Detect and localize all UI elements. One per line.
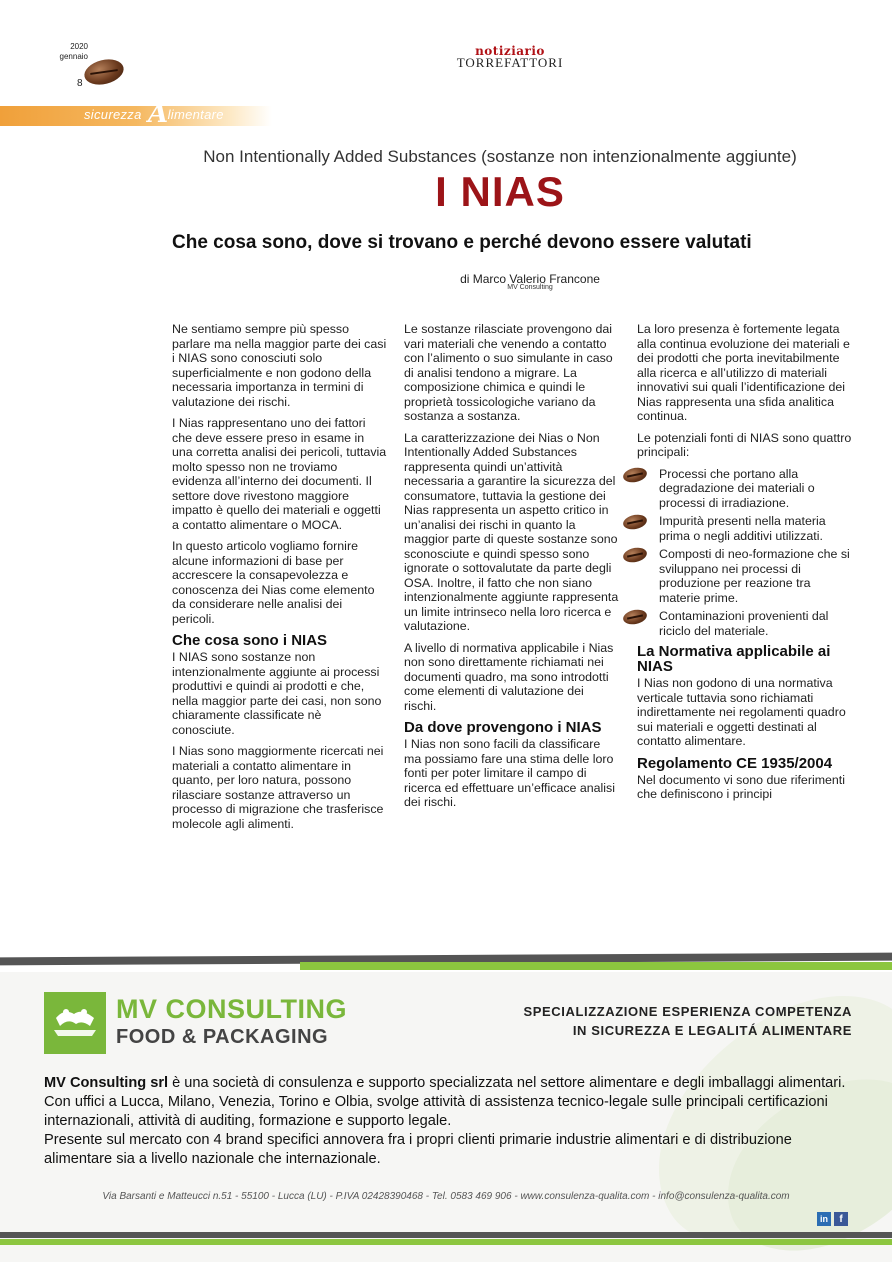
list-item <box>637 547 853 605</box>
byline-org: MV Consulting <box>507 284 553 291</box>
ad-paragraph: Presente sul mercato con 4 brand specifici annovera fra i propri clienti primarie industrie alimentari e di distribuzione alimentare sia a livello nazionale che internazionale. <box>44 1132 792 1167</box>
ad-description <box>44 1074 860 1169</box>
masthead-title: TORREFATTORI <box>456 55 564 70</box>
article-column-3 <box>637 322 853 809</box>
handshake-icon <box>52 1006 98 1040</box>
list-item-text: Processi che portano alla degradazione dei materiali o processi di irradiazione. <box>659 466 815 510</box>
brand-subtitle: FOOD & PACKAGING <box>116 1026 329 1048</box>
coffee-bean-icon <box>622 608 648 627</box>
issue-month: gennaio <box>59 52 88 61</box>
section-heading: Da dove provengono i NIAS <box>404 719 602 736</box>
masthead-top: notiziario <box>475 44 545 58</box>
tagline: SPECIALIZZAZIONE ESPERIENZA COMPETENZA <box>523 1004 852 1019</box>
paragraph: Nel documento vi sono due riferimenti che definiscono i principi <box>637 772 845 801</box>
brand-name: MV CONSULTING <box>116 994 347 1024</box>
section-logo-letter: A <box>148 99 169 129</box>
divider-stripe <box>0 1239 892 1245</box>
company-name: MV Consulting srl <box>44 1075 169 1091</box>
paragraph: I Nias sono maggiormente ricercati nei materiali a contatto alimentare in quanto, per loro natura, possono rilasciare sostanze attraverso un processo di migrazione che trasferisce molecole agli alimenti. <box>172 744 384 831</box>
paragraph: Le potenziali fonti di NIAS sono quattro principali: <box>637 430 852 459</box>
paragraph: I Nias rappresentano uno dei fattori che deve essere preso in esame in una corretta analisi dei pericoli, tuttavia molto spesso non ne troviamo evidenza all’interno dei documenti. Il settore dove rivestono maggiore impatto è quello dei materiali e oggetti a contatto alimentare o MOCA. <box>172 416 387 532</box>
contact-address: Via Barsanti e Matteucci n.51 - 55100 - Lucca (LU) - P.IVA 02428390468 - Tel. 0583 469 906 - www.consulenza-qualita.com - info@consulenza-qualita.com <box>102 1191 790 1202</box>
section-heading: La Normativa applicabile ai NIAS <box>637 643 831 675</box>
list-item <box>637 514 853 543</box>
mv-consulting-logo <box>44 992 106 1054</box>
paragraph: Ne sentiamo sempre più spesso parlare ma nella maggior parte dei casi i NIAS sono conosciuti solo superficialmente e non godono della necessaria importanza in termini di valutazione dei rischi. <box>172 322 387 409</box>
ad-text: è una società di consulenza e supporto specializzata nel settore alimentare e degli imballaggi alimentari. Con uffici a Lucca, Milano, Venezia, Torino e Olbia, svolge attività di assistenza tecnico-legale sulle principali certificazioni internazionali, attività di auditing, formazione e supporto legale. <box>44 1075 846 1129</box>
ad-paragraph <box>44 1074 860 1131</box>
facebook-icon[interactable]: f <box>834 1212 848 1226</box>
issue-year: 2020 <box>70 42 88 51</box>
paragraph: I Nias non sono facili da classificare ma possiamo fare una stima delle loro fonti per poter limitare il campo di ricerca ed effettuare un’efficace analisi dei rischi. <box>404 737 615 809</box>
divider-stripe <box>0 1232 892 1238</box>
coffee-bean-icon <box>622 465 648 484</box>
tagline: IN SICUREZZA E LEGALITÁ ALIMENTARE <box>572 1023 852 1038</box>
linkedin-icon[interactable]: in <box>817 1212 831 1226</box>
page-number: 8 <box>77 78 83 89</box>
article-title: I NIAS <box>435 168 565 215</box>
section-heading: Che cosa sono i NIAS <box>172 632 328 649</box>
article-column-1 <box>172 322 387 838</box>
nias-sources-list <box>637 467 853 639</box>
article-kicker: Non Intentionally Added Substances (sostanze non intenzionalmente aggiunte) <box>203 147 797 166</box>
paragraph: A livello di normativa applicabile i Nias non sono direttamente richiamati nei documenti quadro, ma sono introdotti come elementi di valutazione dei rischi. <box>404 640 614 713</box>
issue-date <box>58 42 88 62</box>
section-heading: Regolamento CE 1935/2004 <box>637 754 833 772</box>
list-item-text: Composti di neo-formazione che si sviluppano nei processi di produzione per reazione tra materie prime. <box>659 547 850 605</box>
byline: di Marco Valerio Francone <box>460 272 600 286</box>
paragraph: I Nias non godono di una normativa verticale tuttavia sono richiamati indirettamente nei regolamenti quadro sui materiali e oggetti destinati al contatto alimentare. <box>637 676 846 748</box>
list-item-text: Impurità presenti nella materia prima o negli additivi utilizzati. <box>659 514 826 543</box>
coffee-bean-icon <box>622 513 648 532</box>
paragraph: La caratterizzazione dei Nias o Non Intentionally Added Substances rappresenta quindi un’attività necessaria a garantire la sicurezza del consumatore, tuttavia la gestione dei Nias rappresenta un aspetto critico in un’analisi dei rischi in quanto la maggior parte di queste sostanze sono sconosciute e quindi spesso sono ignorate o sottovalutate da parte degli OSA. Inoltre, il fatto che non siano intenzionalmente aggiunte rappresenta un limite intrinseco nella loro ricerca e valutazione. <box>404 430 619 633</box>
list-item <box>637 467 853 511</box>
article-column-2 <box>404 322 619 817</box>
paragraph: In questo articolo vogliamo fornire alcune informazioni di base per accrescere la consapevolezza e conoscenza dei Nias come elemento da considerare nelle analisi dei pericoli. <box>172 539 375 626</box>
paragraph: I NIAS sono sostanze non intenzionalmente aggiunte ai processi produttivi e quindi ai prodotti e che, nella maggior parte dei casi, non sono chiaramente classificate nè conosciute. <box>172 650 382 737</box>
list-item <box>637 609 853 638</box>
list-item-text: Contaminazioni provenienti dal riciclo del materiale. <box>659 609 829 638</box>
paragraph: La loro presenza è fortemente legata alla continua evoluzione dei materiali e dei prodotti che porta inevitabilmente alla ricerca e all’utilizzo di materiali innovativi sui quali l’identificazione dei Nias rappresenta una sfida analitica continua. <box>637 322 850 423</box>
coffee-bean-icon <box>82 56 127 89</box>
section-label-rest: limentare <box>167 107 224 122</box>
paragraph: Le sostanze rilasciate provengono dai vari materiali che venendo a contatto con l’alimento o suo simulante in caso di analisi tendono a migrare. La composizione chimica e quindi le proprietà tossicologiche variano da sostanza a sostanza. <box>404 322 613 423</box>
coffee-bean-icon <box>622 546 648 565</box>
section-label-word: sicurezza <box>84 107 142 122</box>
article-subtitle: Che cosa sono, dove si trovano e perché devono essere valutati <box>172 232 752 253</box>
divider-stripe <box>300 962 892 970</box>
